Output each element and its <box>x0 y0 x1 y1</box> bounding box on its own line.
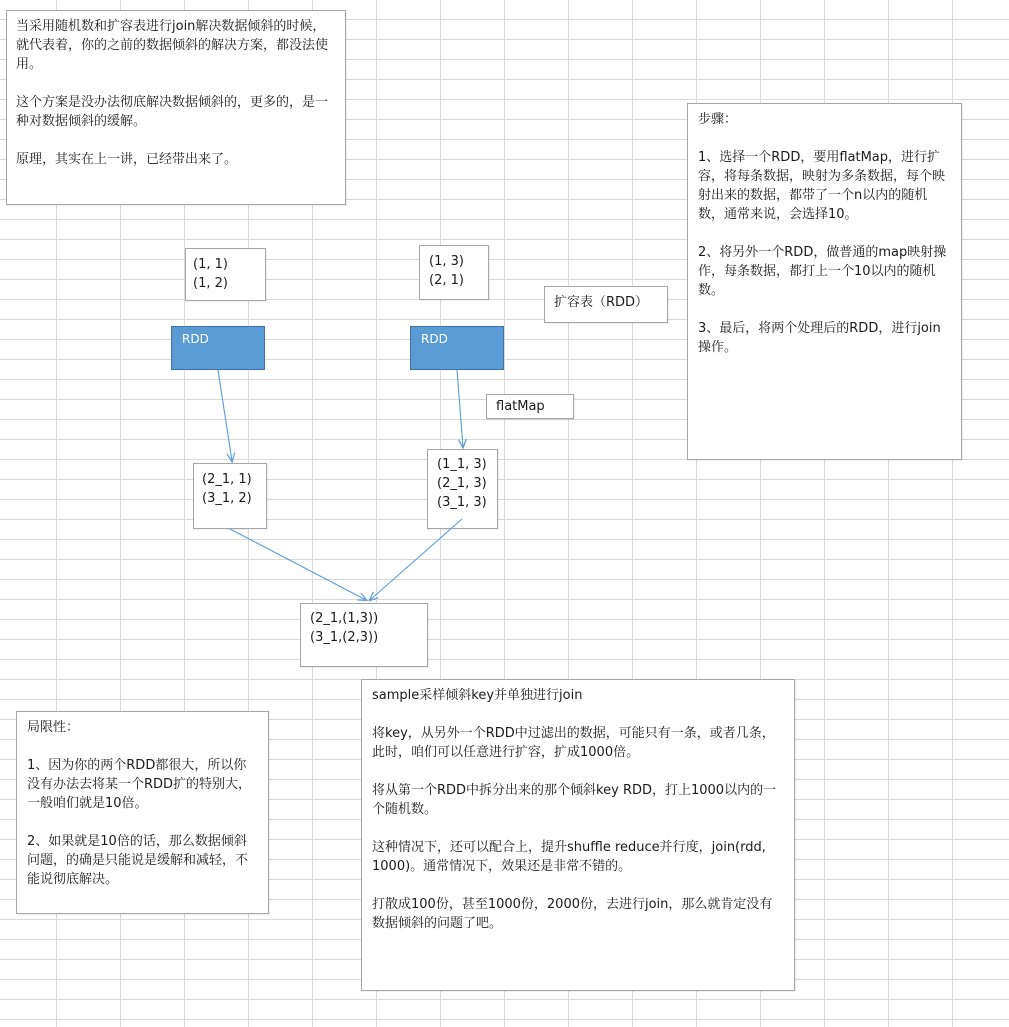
flatmap-label: flatMap <box>486 394 574 419</box>
steps-note: 步骤： 1、选择一个RDD，要用flatMap，进行扩容，将每条数据，映射为多条数据，每个映射出来的数据，都带了一个n以内的随机数，通常来说，会选择10。 2、将另外一个RDD，做普通的map映射操作，每条数据，都打上一个10以内的随机数。 3、最后，将两个处理后的RDD，进行join操作。 <box>687 103 962 460</box>
limitations-note: 局限性： 1、因为你的两个RDD都很大，所以你没有办法去将某一个RDD扩的特别大，一般咱们就是10倍。 2、如果就是10倍的话，那么数据倾斜问题，的确是只能说是缓解和减轻，不能说彻底解决。 <box>16 711 269 914</box>
left-mapped-data: (2_1, 1) (3_1, 2) <box>193 463 267 529</box>
intro-note: 当采用随机数和扩容表进行join解决数据倾斜的时候，就代表着，你的之前的数据倾斜的解决方案，都没法使用。 这个方案是没办法彻底解决数据倾斜的，更多的，是一种对数据倾斜的缓解。 原理，其实在上一讲，已经带出来了。 <box>6 10 346 205</box>
arrow-right-rdd-to-expanded <box>457 370 463 447</box>
right-rdd-block: RDD <box>410 326 504 370</box>
arrow-left-rdd-to-mapped <box>218 370 232 461</box>
right-input-data: (1, 3) (2, 1) <box>419 245 489 300</box>
right-expanded-data: (1_1, 3) (2_1, 3) (3_1, 3) <box>427 449 498 529</box>
arrow-left-mapped-to-join <box>230 529 366 600</box>
left-rdd-block: RDD <box>171 326 265 370</box>
joined-result-data: (2_1,(1,3)) (3_1,(2,3)) <box>300 603 428 667</box>
expand-table-label: 扩容表（RDD） <box>544 286 668 323</box>
arrow-right-expanded-to-join <box>370 519 462 600</box>
sample-join-note: sample采样倾斜key并单独进行join 将key，从另外一个RDD中过滤出的数据，可能只有一条，或者几条，此时，咱们可以任意进行扩容，扩成1000倍。 将从第一个RDD中拆分出来的那个倾斜key RDD，打上1000以内的一个随机数。 这种情况下，还可以配合上，提升shuffle reduce并行度，join(rdd, 1000)。通常情况下，效果还是非常不错的。 打散成100份，甚至1000份，2000份，去进行join，那么就肯定没有数据倾斜的问题了吧。 <box>361 679 795 991</box>
left-input-data: (1, 1) (1, 2) <box>185 248 266 301</box>
